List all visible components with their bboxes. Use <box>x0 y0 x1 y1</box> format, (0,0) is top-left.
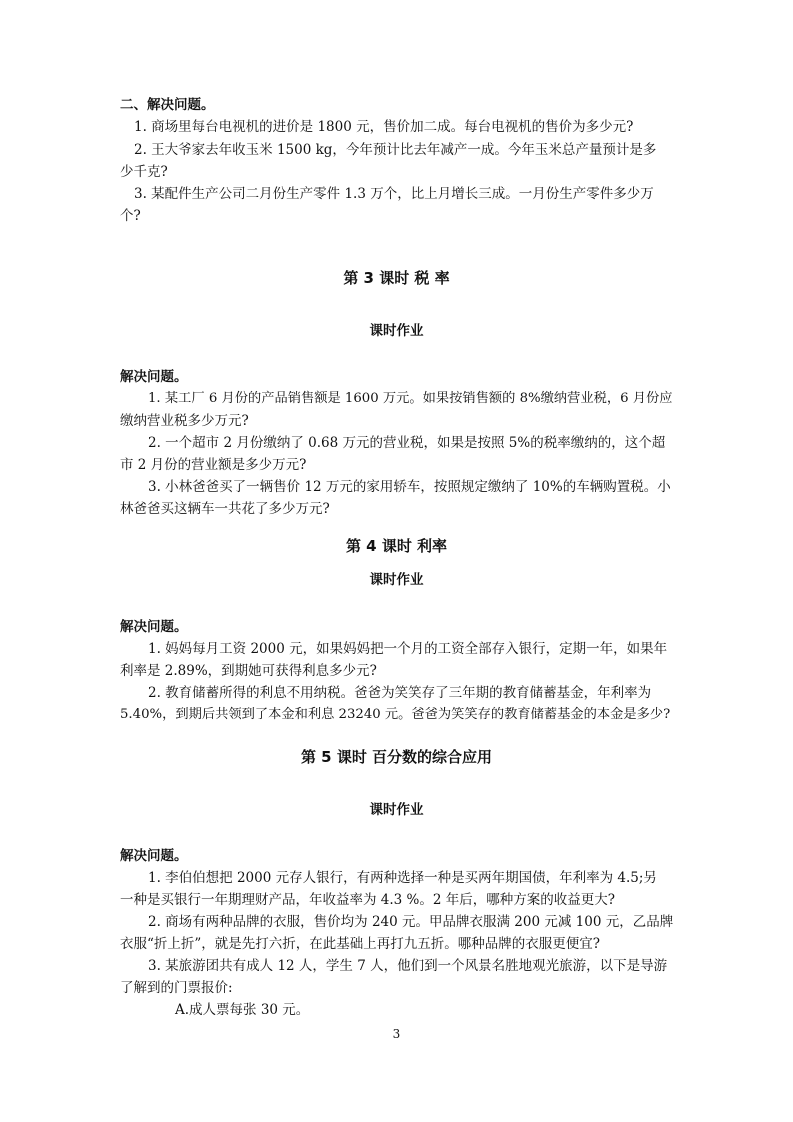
lesson5-problem-2-cont: 衣服“折上折”，就是先打六折，在此基础上再打九五折。哪种品牌的衣服更便宜? <box>120 936 601 952</box>
lesson3-heading: 解决问题。 <box>120 369 188 385</box>
section2-problem-1: 1. 商场里每台电视机的进价是 1800 元，售价加二成。每台电视机的售价为多少元? <box>134 119 634 135</box>
lesson5-problem-3-cont: 了解到的门票报价: <box>120 980 233 996</box>
section2-heading: 二、解决问题。 <box>120 97 215 113</box>
lesson5-ticket-option-a: A.成人票每张 30 元。 <box>175 1002 310 1018</box>
section2-problem-3-cont: 个? <box>120 208 141 224</box>
section2-problem-2: 2. 王大爷家去年收玉米 1500 kg，今年预计比去年减产一成。今年玉米总产量预计是多 <box>134 142 657 158</box>
lesson3-problem-1-cont: 缴纳营业税多少万元? <box>120 413 249 429</box>
lesson4-title: 第 4 课时 利率 <box>345 537 448 555</box>
section2-problem-2-cont: 少千克? <box>120 164 168 180</box>
lesson3-problem-2: 2. 一个超市 2 月份缴纳了 0.68 万元的营业税，如果是按照 5%的税率缴纳的，这个超 <box>148 435 666 451</box>
lesson5-subtitle: 课时作业 <box>369 802 424 818</box>
lesson5-heading: 解决问题。 <box>120 848 188 864</box>
lesson4-problem-2-cont: 5.40%，到期后共领到了本金和利息 23240 元。爸爸为笑笑存的教育储蓄基金的本金是多少? <box>120 707 671 722</box>
lesson4-problem-1: 1. 妈妈每月工资 2000 元，如果妈妈把一个月的工资全部存入银行，定期一年，如果年 <box>148 641 668 657</box>
page-number: 3 <box>392 1027 401 1041</box>
lesson5-problem-3: 3. 某旅游团共有成人 12 人，学生 7 人，他们到一个风景名胜地观光旅游，以下是导游 <box>148 958 668 974</box>
section2-problem-3: 3. 某配件生产公司二月份生产零件 1.3 万个，比上月增长三成。一月份生产零件多少万 <box>134 186 654 202</box>
lesson4-heading: 解决问题。 <box>120 619 188 635</box>
lesson5-title: 第 5 课时 百分数的综合应用 <box>300 748 493 766</box>
lesson5-problem-2: 2. 商场有两种品牌的衣服，售价均为 240 元。甲品牌衣服满 200 元减 100 元，乙品牌 <box>148 914 674 930</box>
lesson4-problem-1-cont: 利率是 2.89%，到期她可获得利息多少元? <box>120 663 377 679</box>
lesson3-problem-3-cont: 林爸爸买这辆车一共花了多少万元? <box>120 501 330 517</box>
lesson3-problem-3: 3. 小林爸爸买了一辆售价 12 万元的家用轿车，按照规定缴纳了 10%的车辆购置税。小 <box>148 479 671 495</box>
lesson5-problem-1-cont: 一种是买银行一年期理财产品，年收益率为 4.3 %。2 年后，哪种方案的收益更大? <box>120 892 615 908</box>
lesson3-problem-1: 1. 某工厂 6 月份的产品销售额是 1600 万元。如果按销售额的 8%缴纳营业税，6 月份应 <box>148 391 673 406</box>
lesson3-title: 第 3 课时 税 率 <box>343 269 450 287</box>
lesson3-problem-2-cont: 市 2 月份的营业额是多少万元? <box>120 457 307 473</box>
lesson3-subtitle: 课时作业 <box>369 323 424 339</box>
lesson4-problem-2: 2. 教育储蓄所得的利息不用纳税。爸爸为笑笑存了三年期的教育储蓄基金，年利率为 <box>148 685 652 701</box>
lesson5-problem-1: 1. 李伯伯想把 2000 元存人银行，有两种选择一种是买两年期国债，年利率为 4.5;另 <box>148 870 657 886</box>
lesson4-subtitle: 课时作业 <box>369 572 424 588</box>
